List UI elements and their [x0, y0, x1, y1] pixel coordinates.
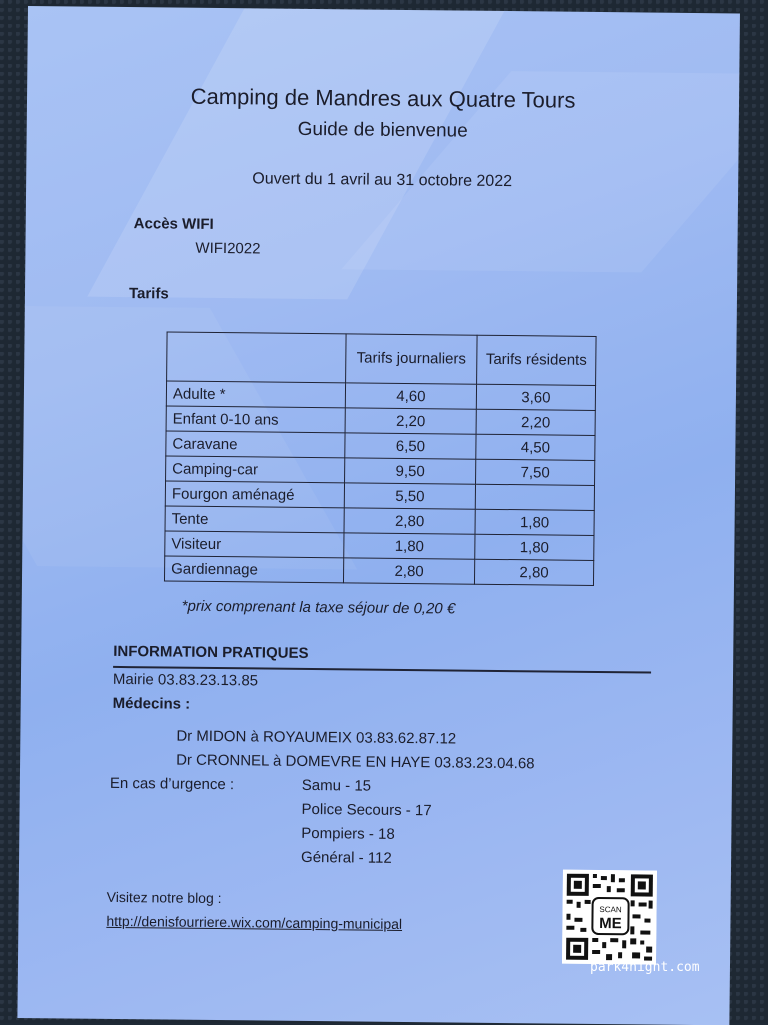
mairie-phone: Mairie 03.83.23.13.85	[112, 670, 259, 690]
urgence-samu: Samu - 15	[301, 776, 372, 795]
table-row	[164, 556, 593, 585]
urgence-general: Général - 112	[301, 848, 392, 867]
rate-journalier: 4,60	[345, 383, 476, 409]
blog-link[interactable]: http://denisfourriere.wix.com/camping-municipal	[106, 912, 403, 932]
rate-resident: 2,20	[476, 409, 595, 435]
tarifs-label: Tarifs	[128, 285, 169, 303]
rate-label: Adulte *	[166, 381, 345, 408]
rate-journalier: 6,50	[345, 433, 476, 459]
page-title: Camping de Mandres aux Quatre Tours	[190, 83, 576, 113]
rate-journalier: 2,20	[345, 408, 476, 434]
rate-resident	[475, 484, 594, 510]
rate-label: Tente	[165, 506, 344, 533]
info-title: INFORMATION PRATIQUES	[113, 642, 309, 662]
urgence-pompiers: Pompiers - 18	[301, 824, 395, 843]
rate-label: Camping-car	[166, 456, 345, 483]
rate-label: Gardiennage	[164, 556, 343, 583]
welcome-sheet	[17, 6, 740, 1025]
rate-resident: 4,50	[476, 434, 595, 460]
doctor-cronnel: Dr CRONNEL à DOMEVRE EN HAYE 03.83.23.04.68	[176, 751, 535, 773]
urgence-label: En cas d’urgence :	[109, 774, 235, 794]
tax-note: *prix comprenant la taxe séjour de 0,20 €	[181, 597, 456, 618]
qr-code-icon[interactable]	[562, 870, 657, 965]
table-header-journaliers: Tarifs journaliers	[346, 334, 478, 384]
table-header-row	[167, 332, 596, 385]
qr-scan-text: SCAN	[599, 905, 622, 915]
table-header-empty	[167, 332, 347, 383]
tarifs-table	[164, 331, 597, 585]
rate-resident: 7,50	[476, 459, 595, 485]
table-header-residents: Tarifs résidents	[477, 335, 597, 385]
rate-resident: 1,80	[475, 509, 594, 535]
rate-label: Enfant 0-10 ans	[166, 406, 345, 433]
rate-resident: 1,80	[475, 534, 594, 560]
doctor-midon: Dr MIDON à ROYAUMEIX 03.83.62.87.12	[176, 727, 457, 748]
rate-resident: 2,80	[474, 559, 593, 585]
watermark: park4night.com	[590, 960, 700, 975]
wifi-label: Accès WIFI	[133, 215, 214, 233]
rate-label: Fourgon aménagé	[165, 481, 344, 508]
wifi-password: WIFI2022	[195, 239, 261, 258]
rate-label: Visiteur	[165, 531, 344, 558]
rate-resident: 3,60	[476, 384, 595, 410]
rate-journalier: 2,80	[344, 508, 475, 534]
rate-journalier: 1,80	[344, 533, 475, 559]
qr-me-text: ME	[599, 915, 622, 933]
rate-journalier: 2,80	[343, 558, 474, 584]
blog-label: Visitez notre blog :	[106, 888, 222, 907]
page-subtitle: Guide de bienvenue	[297, 118, 468, 142]
urgence-police: Police Secours - 17	[301, 800, 432, 820]
medecins-label: Médecins :	[112, 694, 191, 713]
rate-journalier: 5,50	[344, 483, 475, 509]
rate-journalier: 9,50	[345, 458, 476, 484]
opening-dates: Ouvert du 1 avril au 31 octobre 2022	[252, 170, 513, 191]
rate-label: Caravane	[166, 431, 345, 458]
